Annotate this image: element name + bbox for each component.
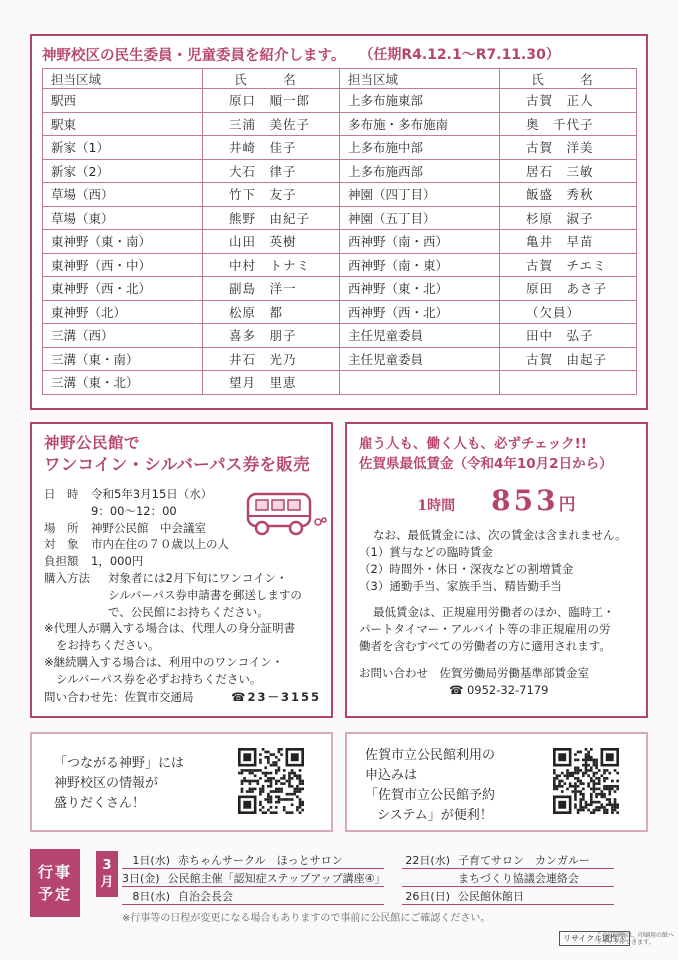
bus-pass-fee-row (44, 553, 321, 570)
date-label: 日 時 (44, 487, 79, 501)
committee-term: （任期R4.12.1～R7.11.30） (359, 47, 560, 63)
method-line-3: で、公民館にお持ちください。 (108, 604, 269, 619)
table-row (43, 112, 637, 136)
left-area-cell: 三溝（東・南） (43, 347, 203, 371)
events-section (30, 845, 648, 924)
header-area-left: 担当区域 (43, 69, 203, 89)
reservation-line-3: 「佐賀市立公民館予約 (365, 788, 496, 803)
event-date: 26日(日) (405, 889, 450, 903)
table-row (43, 253, 637, 277)
time-value: 9：00～12：00 (91, 503, 177, 518)
reservation-system-box (345, 732, 648, 832)
right-area-cell: 西神野（西・北） (340, 300, 500, 324)
wage-apply-3: 働者を含むすべての労働者の方に適用されます。 (359, 639, 611, 653)
events-note: ※行事等の日程が変更になる場合もありますので事前に公民館にご確認ください。 (122, 913, 491, 924)
right-area-cell: 上多布施西部 (340, 159, 500, 183)
recycle-mark: リサイクル適性Ⓐ (559, 931, 630, 946)
event-row (402, 869, 614, 887)
committee-title-row (42, 40, 636, 68)
events-month-unit: 月 (100, 875, 114, 890)
committee-table (42, 68, 637, 395)
event-title: 公民館主催「認知症ステップアップ講座④」 (167, 871, 386, 885)
left-name-cell: 喜多 朋子 (203, 324, 340, 348)
table-row (43, 300, 637, 324)
left-name-cell: 井石 光乃 (203, 347, 340, 371)
fee-value: 1，000円 (91, 554, 144, 569)
wage-apply-2: パートタイマー・アルバイト等の非正規雇用の労 (359, 622, 611, 636)
event-title: 公民館休館日 (458, 889, 524, 903)
right-name-cell: 田中 弘子 (500, 324, 637, 348)
event-date: 3日(金) (122, 871, 160, 885)
bus-pass-target-row (44, 536, 321, 553)
tsunagaru-jinno-box (30, 732, 333, 832)
bus-pass-section (30, 422, 333, 718)
event-date: 1日(水) (132, 853, 170, 867)
right-name-cell: 古賀 洋美 (500, 136, 637, 160)
wage-exclusion-3: （3）通勤手当、家族手当、精皆勤手当 (359, 579, 562, 593)
bus-pass-contact-label: 問い合わせ先：佐賀市交通局 (44, 689, 194, 704)
recycle-note-2: リサイクルできます。 (595, 939, 655, 946)
renewal-note-1: ※継続購入する場合は、利用中のワンコイン・ (44, 654, 284, 669)
wage-per-hour: 1時間 (417, 498, 456, 514)
wage-exclusion-1: （1）賞与などの臨時賃金 (359, 545, 493, 559)
table-row (43, 230, 637, 254)
event-date: 8日(水) (132, 889, 170, 903)
left-area-cell: 東神野（東・南） (43, 230, 203, 254)
events-month-num: 3 (102, 858, 112, 873)
event-row (122, 869, 384, 887)
events-side-label (30, 849, 80, 917)
right-area-cell: 神園（五丁目） (340, 206, 500, 230)
left-area-cell: 東神野（西・中） (43, 253, 203, 277)
left-name-cell: 熊野 由紀子 (203, 206, 340, 230)
event-title: まちづくり協議会連絡会 (458, 871, 579, 885)
committee-section (30, 34, 648, 410)
events-list-left (122, 851, 384, 905)
target-label: 対 象 (44, 537, 79, 552)
wage-headline-1: 雇う人も、働く人も、必ずチェック!! (359, 436, 587, 452)
left-area-cell: 東神野（北） (43, 300, 203, 324)
table-row (43, 183, 637, 207)
bus-pass-method-row (44, 570, 321, 587)
left-name-cell: 大石 律子 (203, 159, 340, 183)
right-name-cell: 奥 千代子 (500, 112, 637, 136)
bus-pass-contact (44, 689, 321, 706)
right-area-cell: 西神野（南・西） (340, 230, 500, 254)
event-date: 22日(水) (405, 853, 450, 867)
table-row (43, 371, 637, 395)
wage-body (359, 527, 634, 655)
wage-intro: なお、最低賃金には、次の賃金は含まれません。 (373, 528, 627, 542)
right-name-cell: 古賀 チエミ (500, 253, 637, 277)
left-name-cell: 山田 英樹 (203, 230, 340, 254)
header-area-right: 担当区域 (340, 69, 500, 89)
left-name-cell: 原口 順一郎 (203, 89, 340, 113)
header-name-left: 氏 名 (203, 69, 340, 89)
events-list-right (402, 851, 614, 905)
right-area-cell (340, 371, 500, 395)
events-side-1: 行事 (37, 863, 72, 881)
right-area-cell: 西神野（南・東） (340, 253, 500, 277)
table-row (43, 136, 637, 160)
right-area-cell: 上多布施東部 (340, 89, 500, 113)
fee-label: 負担額 (44, 554, 79, 569)
bus-pass-tel: ☎23－3155 (231, 689, 321, 704)
right-area-cell: 多布施・多布施南 (340, 112, 500, 136)
tsunagaru-line-2: 神野校区の情報が (54, 776, 159, 791)
event-row (122, 887, 384, 905)
events-side-2: 予定 (37, 885, 72, 903)
proxy-note-1: ※代理人が購入する場合は、代理人の身分証明書 (44, 621, 296, 636)
right-name-cell: 杉原 淑子 (500, 206, 637, 230)
right-area-cell: 神園（四丁目） (340, 183, 500, 207)
committee-title: 神野校区の民生委員・児童委員を紹介します。 (42, 47, 346, 64)
left-area-cell: 草場（東） (43, 206, 203, 230)
event-row (402, 887, 614, 905)
tsunagaru-line-3: 盛りだくさん！ (54, 796, 146, 811)
table-row (43, 89, 637, 113)
tsunagaru-line-1: 「つながる神野」には (54, 756, 185, 771)
tsunagaru-text (54, 754, 184, 814)
reservation-line-4: システム」が便利！ (377, 808, 493, 823)
renewal-note-2: シルバーパス券を必ずお持ちください。 (56, 671, 262, 686)
wage-number: 853 (491, 484, 559, 517)
right-name-cell: 古賀 由起子 (500, 347, 637, 371)
left-name-cell: 三浦 美佐子 (203, 112, 340, 136)
minimum-wage-section (345, 422, 648, 718)
right-name-cell: 飯盛 秀秋 (500, 183, 637, 207)
bus-icon (244, 490, 328, 538)
right-area-cell: 主任児童委員 (340, 324, 500, 348)
wage-exclusion-2: （2）時間外・休日・深夜などの割増賃金 (359, 562, 574, 576)
wage-unit: 円 (558, 495, 576, 515)
right-area-cell: 上多布施中部 (340, 136, 500, 160)
recycle-note-1: この印刷物は、印刷用の紙へ (595, 932, 674, 939)
wage-phone: ☎ 0952-32-7179 (449, 683, 549, 697)
left-area-cell: 駅東 (43, 112, 203, 136)
event-row (402, 851, 614, 869)
header-name-right: 氏 名 (500, 69, 637, 89)
reservation-line-1: 佐賀市立公民館利用の (365, 748, 496, 763)
bus-pass-title-2: ワンコイン・シルバーパス券を販売 (44, 455, 310, 474)
table-row (43, 159, 637, 183)
table-row (43, 206, 637, 230)
wage-headline-2: 佐賀県最低賃金（令和4年10月2日から） (359, 456, 613, 472)
left-name-cell: 中村 トナミ (203, 253, 340, 277)
right-area-cell: 西神野（東・北） (340, 277, 500, 301)
right-name-cell: 亀井 早苗 (500, 230, 637, 254)
right-name-cell (500, 371, 637, 395)
committee-table-body (43, 89, 637, 395)
proxy-note-2: をお持ちください。 (56, 638, 160, 653)
method-line-2: シルバーパス券申請書を郵送しますの (108, 587, 302, 602)
event-title: 赤ちゃんサークル ほっとサロン (178, 853, 343, 867)
wage-contact-label: お問い合わせ 佐賀労働局労働基準部賃金室 (359, 666, 589, 680)
target-value: 市内在住の７０歳以上の人 (91, 537, 229, 552)
table-row (43, 324, 637, 348)
qr-code-icon[interactable] (553, 748, 619, 814)
right-name-cell: 原田 あさ子 (500, 277, 637, 301)
left-area-cell: 駅西 (43, 89, 203, 113)
left-area-cell: 三溝（東・北） (43, 371, 203, 395)
right-name-cell: 古賀 正人 (500, 89, 637, 113)
method-label: 購入方法 (44, 570, 90, 585)
reservation-line-2: 申込みは (365, 768, 418, 783)
wage-contact (359, 665, 634, 699)
method-line-1: 対象者には2月下旬にワンコイン・ (108, 570, 288, 585)
left-name-cell: 竹下 友子 (203, 183, 340, 207)
event-row (122, 851, 384, 869)
wage-amount (359, 484, 634, 517)
qr-code-icon[interactable] (238, 748, 304, 814)
date-value: 令和5年3月15日（水） (91, 487, 213, 501)
left-name-cell: 副島 洋一 (203, 277, 340, 301)
left-area-cell: 三溝（西） (43, 324, 203, 348)
left-area-cell: 草場（西） (43, 183, 203, 207)
table-row (43, 347, 637, 371)
recycle-note (596, 932, 674, 946)
reservation-text (365, 746, 495, 826)
right-area-cell: 主任児童委員 (340, 347, 500, 371)
committee-header-row (43, 69, 637, 89)
left-name-cell: 望月 里恵 (203, 371, 340, 395)
left-area-cell: 新家（2） (43, 159, 203, 183)
left-name-cell: 井崎 佳子 (203, 136, 340, 160)
events-month-badge (96, 851, 118, 897)
right-name-cell: （欠員） (500, 300, 637, 324)
left-area-cell: 東神野（西・北） (43, 277, 203, 301)
left-name-cell: 松原 都 (203, 300, 340, 324)
place-value: 神野公民館 中会議室 (91, 520, 206, 535)
event-title: 子育てサロン カンガルー (458, 853, 590, 867)
event-title: 自治会長会 (178, 889, 233, 903)
right-name-cell: 居石 三敏 (500, 159, 637, 183)
place-label: 場 所 (44, 520, 79, 535)
wage-apply-1: 最低賃金は、正規雇用労働者のほか、臨時工・ (373, 605, 615, 619)
bus-pass-title-1: 神野公民館で (44, 434, 141, 452)
left-area-cell: 新家（1） (43, 136, 203, 160)
table-row (43, 277, 637, 301)
